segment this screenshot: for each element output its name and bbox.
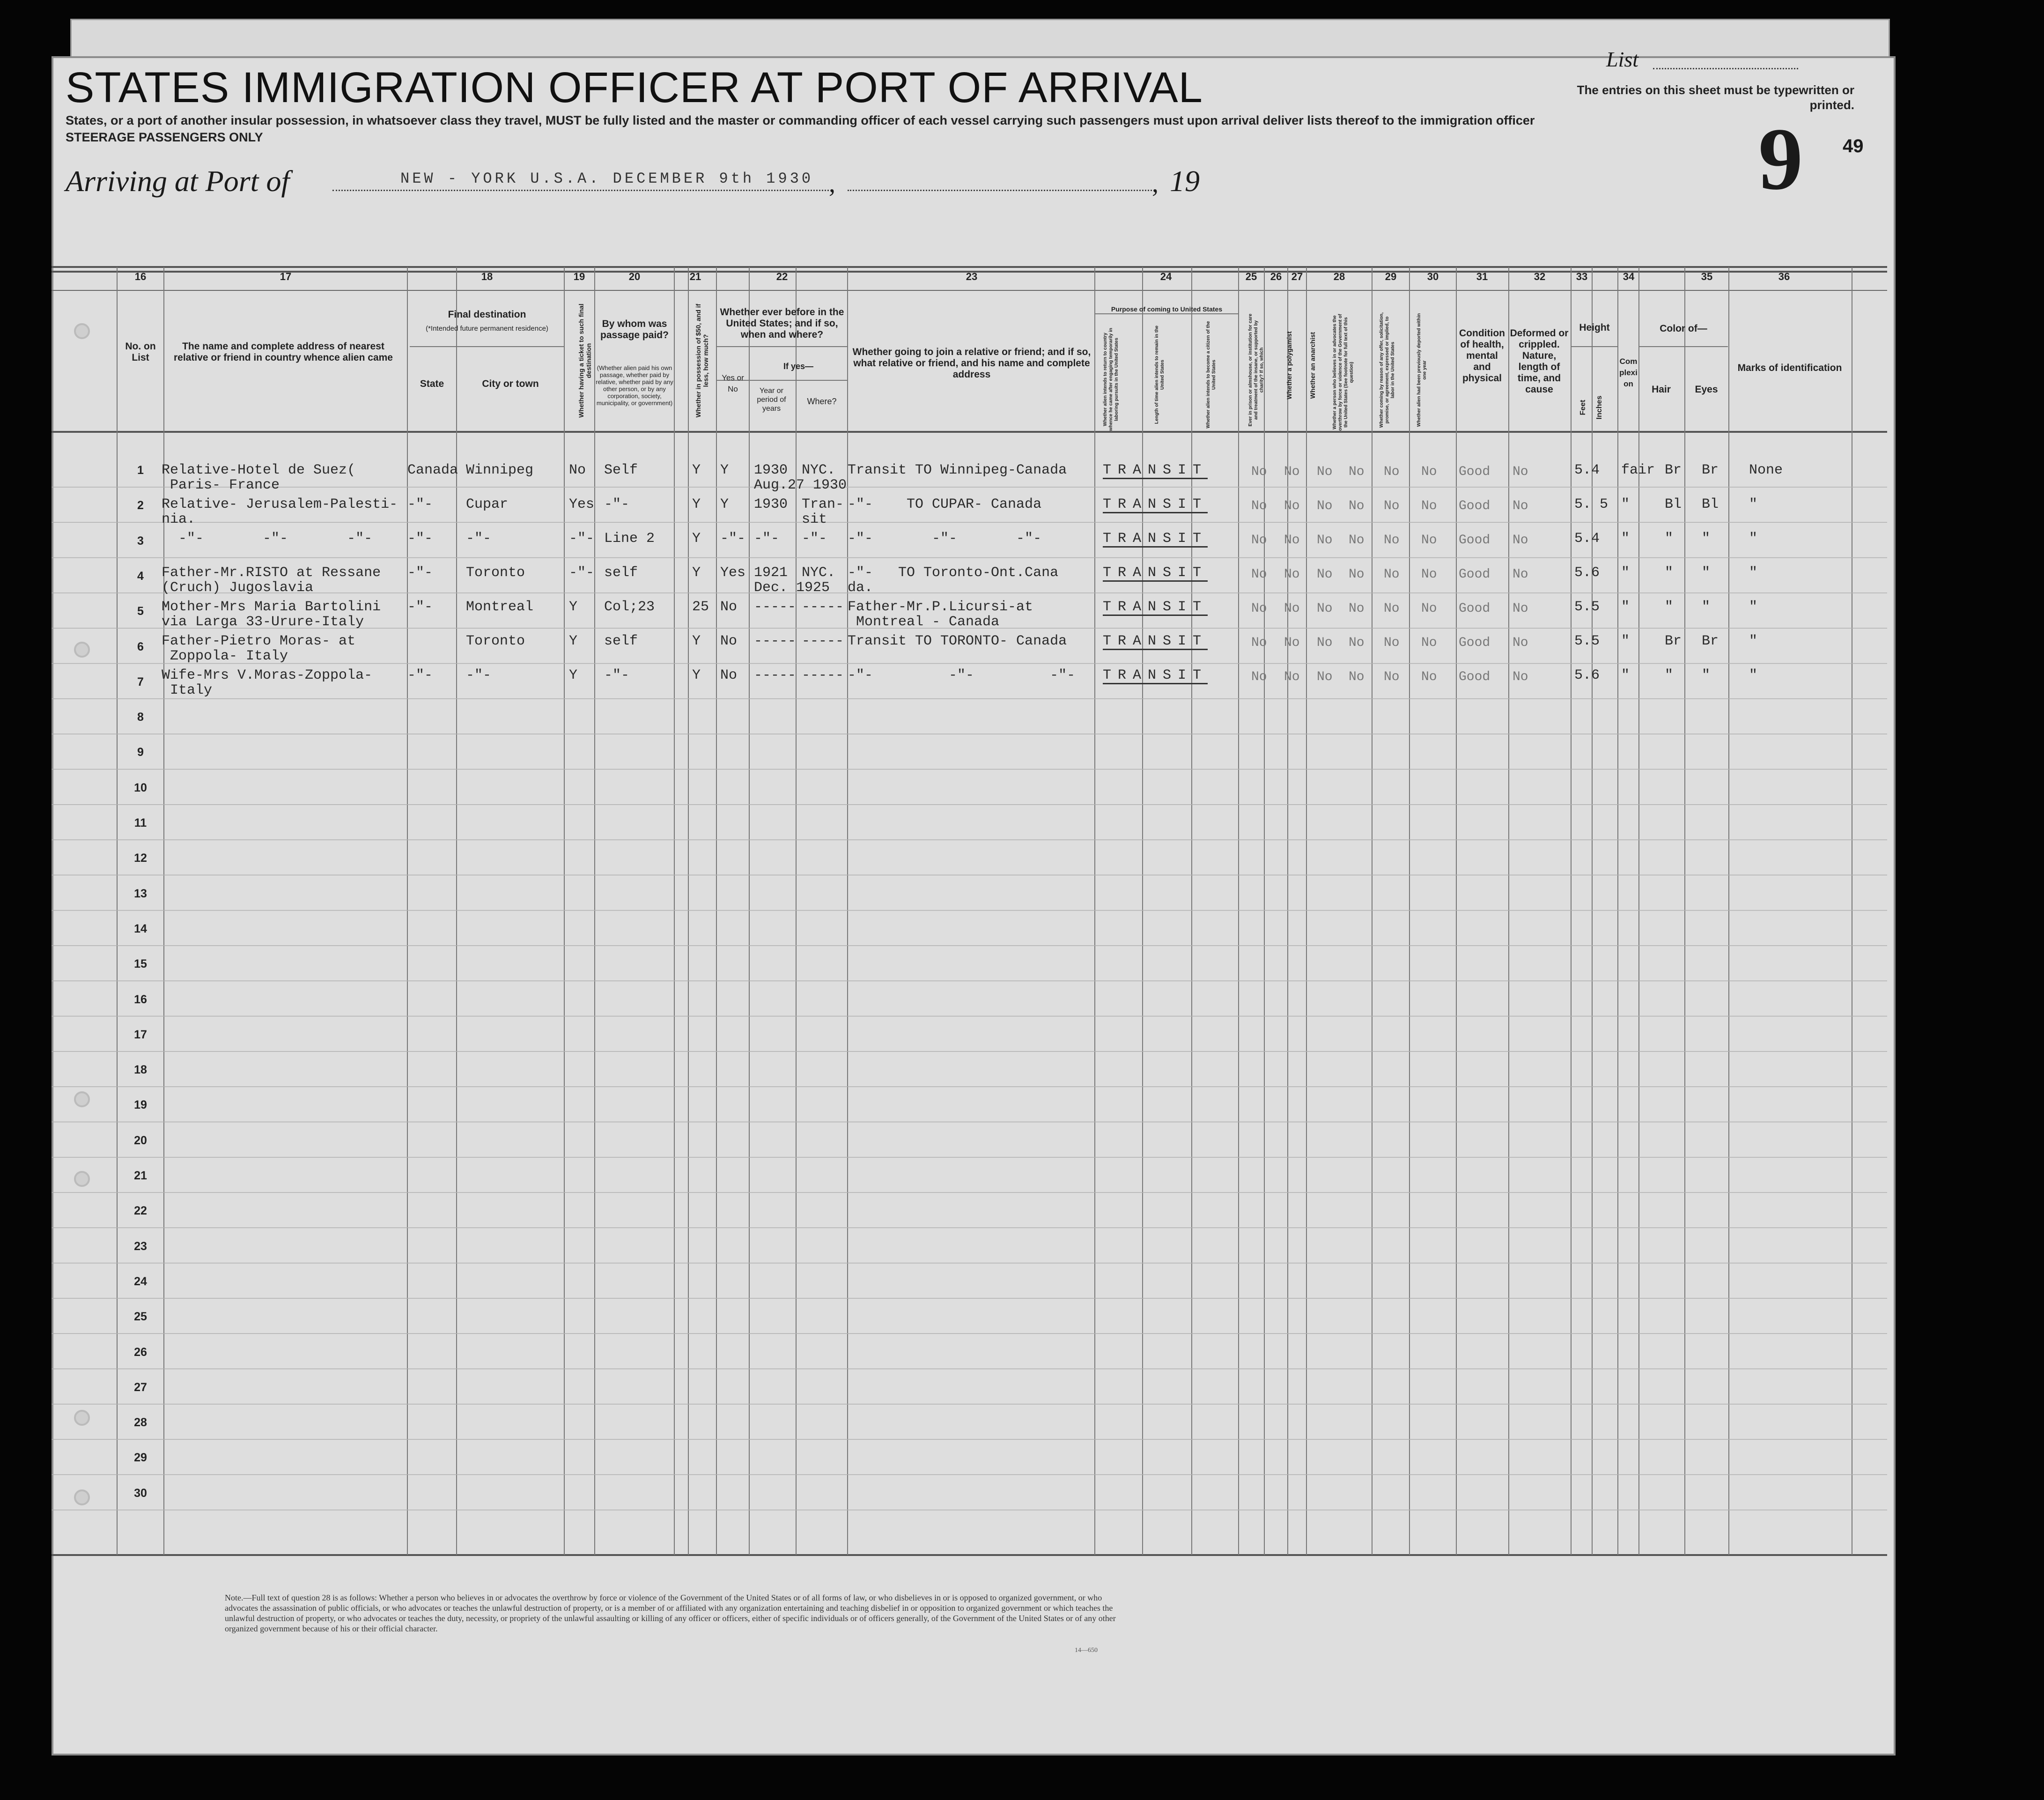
row-1-where: NYC. bbox=[802, 462, 836, 478]
row-number: 27 bbox=[134, 1380, 147, 1394]
column-number: 31 bbox=[1476, 271, 1488, 282]
row-7-q29: No bbox=[1384, 670, 1400, 684]
row-4-deformed: No bbox=[1513, 567, 1528, 582]
row-5-city: Montreal bbox=[466, 599, 534, 615]
arriving-value: NEW - YORK U.S.A. DECEMBER 9th 1930 bbox=[400, 170, 814, 187]
row-4-q28: No bbox=[1349, 567, 1365, 582]
row-2-year: 1930 bbox=[754, 496, 788, 512]
row-5-q25: No bbox=[1251, 601, 1267, 616]
passenger-class: STEERAGE PASSENGERS ONLY bbox=[66, 130, 263, 144]
row-6-eyes: Br bbox=[1702, 633, 1719, 649]
row-4-state: -"- bbox=[407, 565, 433, 581]
row-5-relative: Mother-Mrs Maria Bartolini via Larga 33-Urure-Italy bbox=[162, 599, 381, 630]
row-number: 26 bbox=[134, 1345, 147, 1359]
row-2-before: Y bbox=[720, 496, 729, 512]
row-1-deformed: No bbox=[1513, 465, 1528, 479]
row-4-ticket: -"- bbox=[569, 565, 595, 581]
col-34-header: Complexion bbox=[1619, 357, 1638, 388]
col-17-header: The name and complete address of nearest relative or friend in country whence alien came bbox=[174, 341, 393, 363]
row-6-deformed: No bbox=[1513, 636, 1528, 650]
row-7-health: Good bbox=[1459, 670, 1491, 684]
col-27-header: Whether an anarchist bbox=[1309, 332, 1316, 399]
column-number: 35 bbox=[1701, 271, 1713, 282]
column-number: 36 bbox=[1778, 271, 1790, 282]
row-1-eyes: Br bbox=[1702, 462, 1719, 478]
col-32-header: Deformed or crippled. Nature, length of time, and cause bbox=[1510, 328, 1569, 395]
col-18-city-header: City or town bbox=[482, 378, 539, 389]
col-21-header: Whether in possession of $50, and if less, how much? bbox=[694, 304, 709, 418]
row-5-q28: No bbox=[1349, 601, 1365, 616]
row-7-purpose: TRANSIT bbox=[1103, 667, 1208, 683]
row-2-q25: No bbox=[1251, 499, 1267, 513]
row-7-paid: -"- bbox=[604, 667, 630, 683]
row-4-q29: No bbox=[1384, 567, 1400, 582]
col-24-header: Purpose of coming to United States bbox=[1111, 305, 1223, 313]
row-7-marks: " bbox=[1749, 667, 1758, 683]
row-7-q26: No bbox=[1284, 670, 1300, 684]
row-3-year: -"- bbox=[754, 531, 780, 547]
col-33-inches: Inches bbox=[1595, 395, 1603, 420]
row-number: 30 bbox=[134, 1486, 147, 1500]
sheet-number: 9 bbox=[1758, 110, 1803, 208]
row-number: 4 bbox=[137, 569, 144, 583]
row-6-relative: Father-Pietro Moras- at Zoppola- Italy bbox=[162, 633, 356, 664]
row-1-before: Y bbox=[720, 462, 729, 478]
row-2-q29: No bbox=[1384, 499, 1400, 513]
row-3-complexion: " bbox=[1621, 531, 1630, 547]
row-3-money: Y bbox=[692, 531, 701, 547]
col-19-header: Whether having a ticket to such final destination bbox=[577, 304, 592, 418]
row-4-city: Toronto bbox=[466, 565, 525, 581]
column-number: 23 bbox=[966, 271, 978, 282]
col-22-ifyes: If yes— bbox=[783, 362, 814, 371]
row-3-q28: No bbox=[1349, 533, 1365, 548]
row-5-q27: No bbox=[1317, 601, 1333, 616]
row-5-q26: No bbox=[1284, 601, 1300, 616]
col-29-header: Whether coming by reason of any offer, solicitation, promise, or agreement, expressed or implied, to labor in the United States bbox=[1379, 312, 1395, 428]
row-5-health: Good bbox=[1459, 601, 1491, 616]
row-6-q25: No bbox=[1251, 636, 1267, 650]
row-1-q29: No bbox=[1384, 465, 1400, 479]
column-number: 34 bbox=[1623, 271, 1635, 282]
row-number: 6 bbox=[137, 640, 144, 653]
row-1-paid: Self bbox=[604, 462, 638, 478]
row-4-health: Good bbox=[1459, 567, 1491, 582]
row-1-q28: No bbox=[1349, 465, 1365, 479]
row-1-health: Good bbox=[1459, 465, 1491, 479]
col-31-header: Condition of health, mental and physical bbox=[1459, 328, 1505, 384]
row-7-where: ----- bbox=[802, 667, 844, 683]
row-3-state: -"- bbox=[407, 531, 433, 547]
col-25-header: Ever in prison or almshouse, or institution for care and treatment of the insane, or supported by charity? If so, which bbox=[1248, 313, 1264, 427]
row-5-height: 5.5 bbox=[1574, 599, 1600, 615]
row-6-height: 5.5 bbox=[1574, 633, 1600, 649]
row-7-city: -"- bbox=[466, 667, 492, 683]
row-2-ticket: Yes bbox=[569, 496, 595, 512]
row-1-state: Canada bbox=[407, 462, 458, 478]
row-7-deformed: No bbox=[1513, 670, 1528, 684]
column-number: 25 bbox=[1245, 271, 1257, 282]
row-number: 22 bbox=[134, 1204, 147, 1218]
column-number: 33 bbox=[1576, 271, 1588, 282]
row-5-money: 25 bbox=[692, 599, 709, 615]
row-4-join: -"- TO Toronto-Ont.Cana da. bbox=[848, 565, 1059, 596]
row-number: 3 bbox=[137, 534, 144, 548]
page-number: 49 bbox=[1843, 136, 1864, 156]
row-1-city: Winnipeg bbox=[466, 462, 534, 478]
column-number: 30 bbox=[1427, 271, 1439, 282]
row-5-eyes: " bbox=[1702, 599, 1711, 615]
col-35-eyes: Eyes bbox=[1695, 384, 1718, 395]
row-6-ticket: Y bbox=[569, 633, 578, 649]
row-7-q30: No bbox=[1421, 670, 1437, 684]
row-5-ticket: Y bbox=[569, 599, 578, 615]
row-6-paid: self bbox=[604, 633, 638, 649]
col-33-header: Height bbox=[1579, 322, 1610, 333]
row-1-q27: No bbox=[1317, 465, 1333, 479]
row-7-q25: No bbox=[1251, 670, 1267, 684]
row-7-q28: No bbox=[1349, 670, 1365, 684]
row-1-year: 1930 Aug.27 1930 bbox=[754, 462, 847, 493]
row-4-before: Yes bbox=[720, 565, 746, 581]
col-20-note: (Whether alien paid his own passage, whether paid by relative, whether paid by any other person, or by any corporation, society, municipality, or government) bbox=[596, 364, 673, 407]
row-4-purpose: TRANSIT bbox=[1103, 565, 1208, 581]
row-3-city: -"- bbox=[466, 531, 492, 547]
row-2-q26: No bbox=[1284, 499, 1300, 513]
row-2-money: Y bbox=[692, 496, 701, 512]
row-number: 19 bbox=[134, 1098, 147, 1112]
row-number: 1 bbox=[137, 464, 144, 477]
row-2-q30: No bbox=[1421, 499, 1437, 513]
row-6-where: ----- bbox=[802, 633, 844, 649]
row-7-eyes: " bbox=[1702, 667, 1711, 683]
row-4-relative: Father-Mr.RISTO at Ressane (Cruch) Jugoslavia bbox=[162, 565, 381, 596]
row-4-q30: No bbox=[1421, 567, 1437, 582]
punch-hole bbox=[74, 323, 90, 339]
row-7-join: -"- -"- -"- bbox=[848, 667, 1076, 683]
punch-hole bbox=[74, 1489, 90, 1505]
row-7-year: ----- bbox=[754, 667, 797, 683]
col-22-yesno: Yes or No bbox=[722, 373, 744, 393]
punch-hole bbox=[74, 1171, 90, 1187]
row-6-q29: No bbox=[1384, 636, 1400, 650]
col-33-feet: Feet bbox=[1579, 400, 1587, 415]
row-4-q25: No bbox=[1251, 567, 1267, 582]
row-2-state: -"- bbox=[407, 496, 433, 512]
row-6-city: Toronto bbox=[466, 633, 525, 649]
row-number: 24 bbox=[134, 1274, 147, 1288]
row-4-where: NYC. bbox=[802, 565, 836, 581]
year-prefix: 19 bbox=[1170, 164, 1200, 198]
row-1-height: 5.4 bbox=[1574, 462, 1600, 478]
row-6-q27: No bbox=[1317, 636, 1333, 650]
column-number: 29 bbox=[1385, 271, 1397, 282]
column-number: 22 bbox=[776, 271, 788, 282]
row-2-complexion: " bbox=[1621, 496, 1630, 512]
arriving-label: Arriving at Port of bbox=[66, 164, 290, 198]
page-title: STATES IMMIGRATION OFFICER AT PORT OF ARRIVAL bbox=[66, 64, 1203, 111]
row-number: 16 bbox=[134, 993, 147, 1006]
row-4-money: Y bbox=[692, 565, 701, 581]
punch-hole bbox=[74, 1091, 90, 1107]
row-3-height: 5.4 bbox=[1574, 531, 1600, 547]
arriving-comma: , bbox=[1152, 169, 1159, 198]
row-number: 5 bbox=[137, 605, 144, 618]
row-1-purpose: TRANSIT bbox=[1103, 462, 1208, 478]
column-number: 17 bbox=[280, 271, 292, 282]
column-number: 32 bbox=[1534, 271, 1546, 282]
row-1-hair: Br bbox=[1665, 462, 1682, 478]
row-number: 7 bbox=[137, 675, 144, 689]
row-number: 28 bbox=[134, 1416, 147, 1430]
row-7-hair: " bbox=[1665, 667, 1674, 683]
row-1-q25: No bbox=[1251, 465, 1267, 479]
row-2-join: -"- TO CUPAR- Canada bbox=[848, 496, 1042, 512]
row-1-join: Transit TO Winnipeg-Canada bbox=[848, 462, 1067, 478]
row-1-q26: No bbox=[1284, 465, 1300, 479]
row-1-money: Y bbox=[692, 462, 701, 478]
row-3-join: -"- -"- -"- bbox=[848, 531, 1042, 547]
row-number: 18 bbox=[134, 1063, 147, 1077]
row-7-complexion: " bbox=[1621, 667, 1630, 683]
typewritten-note: The entries on this sheet must be typewritten or printed. bbox=[1577, 83, 1854, 112]
row-number: 25 bbox=[134, 1310, 147, 1324]
arriving-field-line bbox=[332, 190, 829, 191]
row-4-q26: No bbox=[1284, 567, 1300, 582]
col-26-header: Whether a polygamist bbox=[1285, 331, 1293, 400]
row-number: 17 bbox=[134, 1028, 147, 1041]
row-6-before: No bbox=[720, 633, 738, 649]
row-3-q30: No bbox=[1421, 533, 1437, 548]
row-6-q26: No bbox=[1284, 636, 1300, 650]
list-field bbox=[1653, 68, 1798, 69]
row-number: 20 bbox=[134, 1133, 147, 1147]
row-number: 14 bbox=[134, 922, 147, 935]
row-5-state: -"- bbox=[407, 599, 433, 615]
row-1-ticket: No bbox=[569, 462, 586, 478]
row-5-complexion: " bbox=[1621, 599, 1630, 615]
row-4-complexion: " bbox=[1621, 565, 1630, 581]
row-number: 23 bbox=[134, 1239, 147, 1253]
row-6-money: Y bbox=[692, 633, 701, 649]
punch-hole bbox=[74, 642, 90, 658]
row-3-paid: Line 2 bbox=[604, 531, 655, 547]
row-number: 9 bbox=[137, 746, 144, 759]
col-18-note: (*Intended future permanent residence) bbox=[426, 325, 548, 333]
col-22-year: Year or period of years bbox=[757, 387, 786, 413]
row-1-q30: No bbox=[1421, 465, 1437, 479]
col-22-header: Whether ever before in the United States; and if so, when and where? bbox=[720, 307, 844, 340]
col-24c-header: Whether alien intends to become a citizen of the United States bbox=[1206, 321, 1217, 429]
row-2-hair: Bl bbox=[1665, 496, 1682, 512]
row-5-purpose: TRANSIT bbox=[1103, 599, 1208, 615]
row-3-where: -"- bbox=[802, 531, 827, 547]
row-2-q27: No bbox=[1317, 499, 1333, 513]
row-3-q29: No bbox=[1384, 533, 1400, 548]
row-7-state: -"- bbox=[407, 667, 433, 683]
row-2-relative: Relative- Jerusalem-Palesti- nia. bbox=[162, 496, 398, 527]
row-5-before: No bbox=[720, 599, 738, 615]
row-6-year: ----- bbox=[754, 633, 797, 649]
row-1-relative: Relative-Hotel de Suez( Paris- France bbox=[162, 462, 356, 493]
row-number: 12 bbox=[134, 852, 147, 865]
row-number: 29 bbox=[134, 1451, 147, 1465]
row-7-relative: Wife-Mrs V.Moras-Zoppola- Italy bbox=[162, 667, 373, 698]
row-5-paid: Col;23 bbox=[604, 599, 655, 615]
row-number: 10 bbox=[134, 781, 147, 794]
row-2-city: Cupar bbox=[466, 496, 509, 512]
row-7-ticket: Y bbox=[569, 667, 578, 683]
col-20-header: By whom was passage paid? bbox=[600, 319, 669, 341]
row-3-q26: No bbox=[1284, 533, 1300, 548]
row-number: 11 bbox=[134, 816, 147, 830]
row-3-before: -"- bbox=[720, 531, 746, 547]
row-4-year: 1921 Dec. 1925 bbox=[754, 565, 830, 596]
col-23-header: Whether going to join a relative or friend; and if so, what relative or friend, and his name and complete address bbox=[852, 347, 1091, 380]
row-2-eyes: Bl bbox=[1702, 496, 1719, 512]
row-3-deformed: No bbox=[1513, 533, 1528, 548]
row-3-q25: No bbox=[1251, 533, 1267, 548]
col-36-header: Marks of identification bbox=[1737, 363, 1842, 373]
row-1-complexion: fair bbox=[1621, 462, 1655, 478]
column-number: 21 bbox=[689, 271, 701, 282]
row-5-q29: No bbox=[1384, 601, 1400, 616]
row-number: 21 bbox=[134, 1169, 147, 1182]
col-16-header: No. on List bbox=[125, 341, 156, 363]
row-3-hair: " bbox=[1665, 531, 1674, 547]
row-3-health: Good bbox=[1459, 533, 1491, 548]
row-number: 13 bbox=[134, 887, 147, 900]
row-4-height: 5.6 bbox=[1574, 565, 1600, 581]
row-4-eyes: " bbox=[1702, 565, 1711, 581]
row-5-join: Father-Mr.P.Licursi-at Montreal - Canada bbox=[848, 599, 1033, 630]
col-22-where: Where? bbox=[807, 397, 837, 406]
row-7-before: No bbox=[720, 667, 738, 683]
col-24b-header: Length of time alien intends to remain in the United States bbox=[1154, 326, 1165, 424]
row-3-relative: -"- -"- -"- bbox=[162, 531, 373, 547]
arriving-field-line-2 bbox=[848, 190, 1152, 191]
row-6-health: Good bbox=[1459, 636, 1491, 650]
form-number: 14—650 bbox=[1075, 1647, 1098, 1654]
header-instruction: States, or a port of another insular possession, in whatsoever class they travel, MUST be fully listed and the master or commanding officer of each vessel carrying such passengers must upon arrival deliver lists thereof to the immigration officer bbox=[66, 113, 1535, 127]
row-4-paid: self bbox=[604, 565, 638, 581]
row-5-year: ----- bbox=[754, 599, 797, 615]
row-3-eyes: " bbox=[1702, 531, 1711, 547]
row-3-marks: " bbox=[1749, 531, 1758, 547]
column-number: 26 bbox=[1270, 271, 1282, 282]
column-number: 28 bbox=[1333, 271, 1345, 282]
row-6-hair: Br bbox=[1665, 633, 1682, 649]
row-3-ticket: -"- bbox=[569, 531, 595, 547]
row-6-complexion: " bbox=[1621, 633, 1630, 649]
row-number: 15 bbox=[134, 957, 147, 971]
row-2-deformed: No bbox=[1513, 499, 1528, 513]
col-35-hair: Hair bbox=[1652, 384, 1671, 395]
column-number: 20 bbox=[628, 271, 641, 282]
column-number: 19 bbox=[573, 271, 585, 282]
col-18-state-header: State bbox=[420, 378, 444, 389]
row-number: 8 bbox=[137, 711, 144, 724]
col-35-header: Color of— bbox=[1660, 323, 1707, 334]
row-6-purpose: TRANSIT bbox=[1103, 633, 1208, 649]
row-7-money: Y bbox=[692, 667, 701, 683]
col-28-header: Whether a person who believes in or advocates the overthrow by force or violence of the Government of the United States (See footnote for full text of this question) bbox=[1332, 314, 1354, 431]
arriving-comma: , bbox=[829, 169, 835, 198]
manifest-sheet bbox=[52, 56, 1896, 1756]
row-5-where: ----- bbox=[802, 599, 844, 615]
row-5-hair: " bbox=[1665, 599, 1674, 615]
row-5-q30: No bbox=[1421, 601, 1437, 616]
punch-hole bbox=[74, 1410, 90, 1426]
list-label: List bbox=[1606, 47, 1639, 71]
row-6-q28: No bbox=[1349, 636, 1365, 650]
col-18-header: Final destination bbox=[448, 309, 526, 320]
row-5-marks: " bbox=[1749, 599, 1758, 615]
row-1-marks: None bbox=[1749, 462, 1783, 478]
row-2-height: 5. 5 bbox=[1574, 496, 1609, 512]
row-7-height: 5.6 bbox=[1574, 667, 1600, 683]
row-number: 2 bbox=[137, 499, 144, 512]
row-6-join: Transit TO TORONTO- Canada bbox=[848, 633, 1067, 649]
row-6-marks: " bbox=[1749, 633, 1758, 649]
row-2-marks: " bbox=[1749, 496, 1758, 512]
row-2-health: Good bbox=[1459, 499, 1491, 513]
row-6-q30: No bbox=[1421, 636, 1437, 650]
column-number: 16 bbox=[134, 271, 147, 282]
row-2-purpose: TRANSIT bbox=[1103, 496, 1208, 512]
row-4-hair: " bbox=[1665, 565, 1674, 581]
column-number: 24 bbox=[1160, 271, 1172, 282]
col-24a-header: Whether alien intends to return to country whence he came after engaging temporarily in laboring pursuits in the United States bbox=[1103, 327, 1119, 431]
row-3-q27: No bbox=[1317, 533, 1333, 548]
footnote-question-28: Note.—Full text of question 28 is as follows: Whether a person who believes in or advocates the overthrow by force or violence of the Government of the United States or of all forms of law, or who disbelieves in or is opposed to organized government, or who advocates the assassination of public officials, or who advocates or teaches the unlawful destruction of property, or is a member of or affiliated with any organization entertaining and teaching disbelief in or opposition to organized government or which teaches the unlawful destruction of property, or who advocates or teaches the duty, necessity, or propriety of the unlawful assaulting or killing of any officer or officers, either of specific individuals or of officers generally, of the Government of the United States or of any other organized government because of his or their official character. bbox=[225, 1593, 1116, 1633]
column-number: 18 bbox=[481, 271, 493, 282]
row-4-q27: No bbox=[1317, 567, 1333, 582]
row-5-deformed: No bbox=[1513, 601, 1528, 616]
row-2-q28: No bbox=[1349, 499, 1365, 513]
col-30-header: Whether alien had been previously deported within one year bbox=[1417, 313, 1427, 427]
row-7-q27: No bbox=[1317, 670, 1333, 684]
row-2-where: Tran- sit bbox=[802, 496, 844, 527]
row-3-purpose: TRANSIT bbox=[1103, 531, 1208, 547]
row-2-paid: -"- bbox=[604, 496, 630, 512]
row-4-marks: " bbox=[1749, 565, 1758, 581]
column-number: 27 bbox=[1291, 271, 1303, 282]
